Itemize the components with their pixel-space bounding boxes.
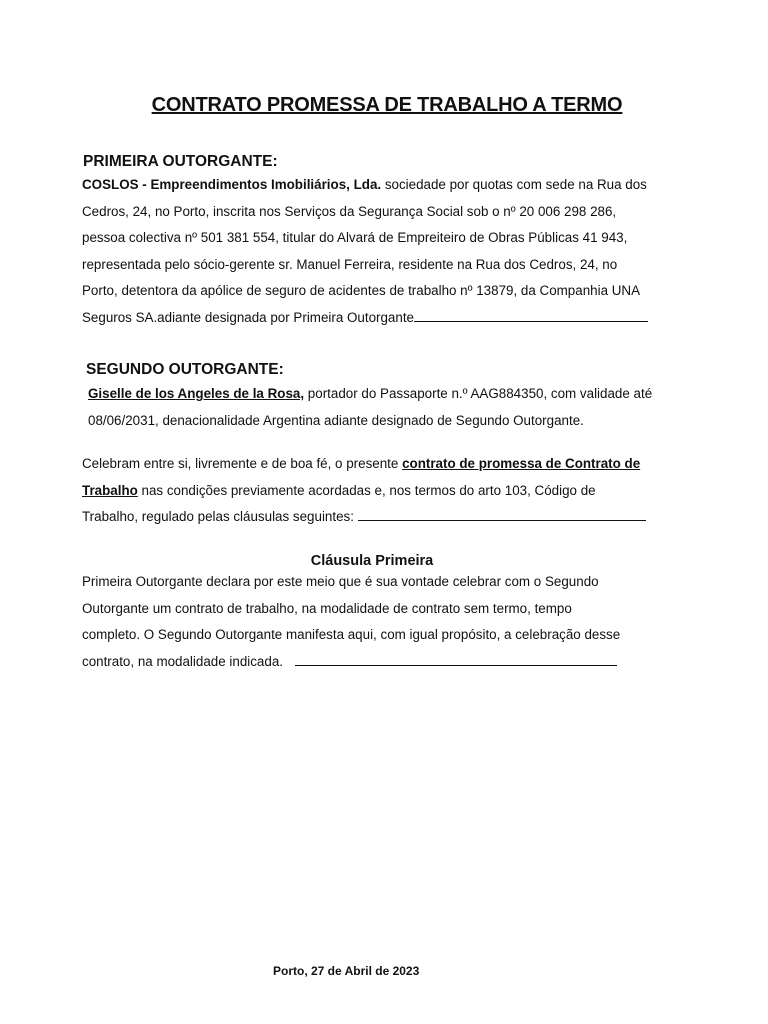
primeira-line-1 <box>82 172 722 199</box>
signature-blank-line <box>358 506 646 521</box>
segundo-line-2: 08/06/2031, denacionalidade Argentina adiante designado de Segundo Outorgante. <box>88 412 584 428</box>
primeira-line-6-text: Seguros SA.adiante designada por Primeira Outorgante <box>82 309 414 325</box>
contract-reference: contrato de promessa de Contrato de <box>402 456 641 471</box>
company-name: COSLOS - Empreendimentos Imobiliários, Lda. <box>82 177 382 192</box>
celebram-line-3-text: Trabalho, regulado pelas cláusulas seguintes: <box>82 509 358 524</box>
signature-blank-line <box>295 651 617 666</box>
celebram-line-1 <box>82 451 722 478</box>
contract-reference-continued: Trabalho <box>82 482 138 498</box>
celebram-line-2 <box>82 478 722 505</box>
primeira-line-6 <box>82 305 722 332</box>
clause-line-4 <box>82 649 722 676</box>
primeira-line-2: Cedros, 24, no Porto, inscrita nos Serviços da Segurança Social sob o nº 20 006 298 286, <box>82 203 617 219</box>
document-title: CONTRATO PROMESSA DE TRABALHO A TERMO <box>151 94 623 116</box>
primeira-line-1-rest: sociedade por quotas com sede na Rua dos <box>381 177 647 192</box>
clause-title: Cláusula Primeira <box>310 553 434 569</box>
primeira-line-5: Porto, detentora da apólice de seguro de acidentes de trabalho nº 13879, da Companhia UNA <box>82 283 641 298</box>
clause-line-2: Outorgante um contrato de trabalho, na modalidade de contrato sem termo, tempo <box>82 600 572 616</box>
primeira-outorgante-heading: PRIMEIRA OUTORGANTE: <box>83 153 278 170</box>
segundo-outorgante-paragraph <box>88 381 728 434</box>
clause-line-1: Primeira Outorgante declara por este meio que é sua vontade celebrar com o Segundo <box>82 574 599 589</box>
segundo-outorgante-heading: SEGUNDO OUTORGANTE: <box>86 361 284 378</box>
person-name: Giselle de los Angeles de la Rosa, <box>88 386 305 401</box>
segundo-line-1-rest: portador do Passaporte n.º AAG884350, com validade até <box>304 386 653 401</box>
celebram-line-1-start: Celebram entre si, livremente e de boa fé, o presente <box>82 456 403 471</box>
clause-line-4-text: contrato, na modalidade indicada. <box>82 653 283 669</box>
document-date: Porto, 27 de Abril de 2023 <box>273 964 420 978</box>
celebram-line-3 <box>82 504 722 531</box>
celebram-line-2-rest: nas condições previamente acordadas e, nos termos do arto 103, Código de <box>137 482 596 498</box>
segundo-line-1 <box>88 381 728 408</box>
primeira-line-3: pessoa colectiva nº 501 381 554, titular do Alvará de Empreiteiro de Obras Públicas 41 943, <box>82 230 628 245</box>
clause-line-3: completo. O Segundo Outorgante manifesta aqui, com igual propósito, a celebração desse <box>82 627 621 642</box>
clause-paragraph <box>82 569 722 675</box>
signature-blank-line <box>414 307 648 322</box>
celebram-paragraph <box>82 451 722 531</box>
primeira-outorgante-paragraph <box>82 172 722 331</box>
primeira-line-4: representada pelo sócio-gerente sr. Manuel Ferreira, residente na Rua dos Cedros, 24, no <box>82 256 618 272</box>
